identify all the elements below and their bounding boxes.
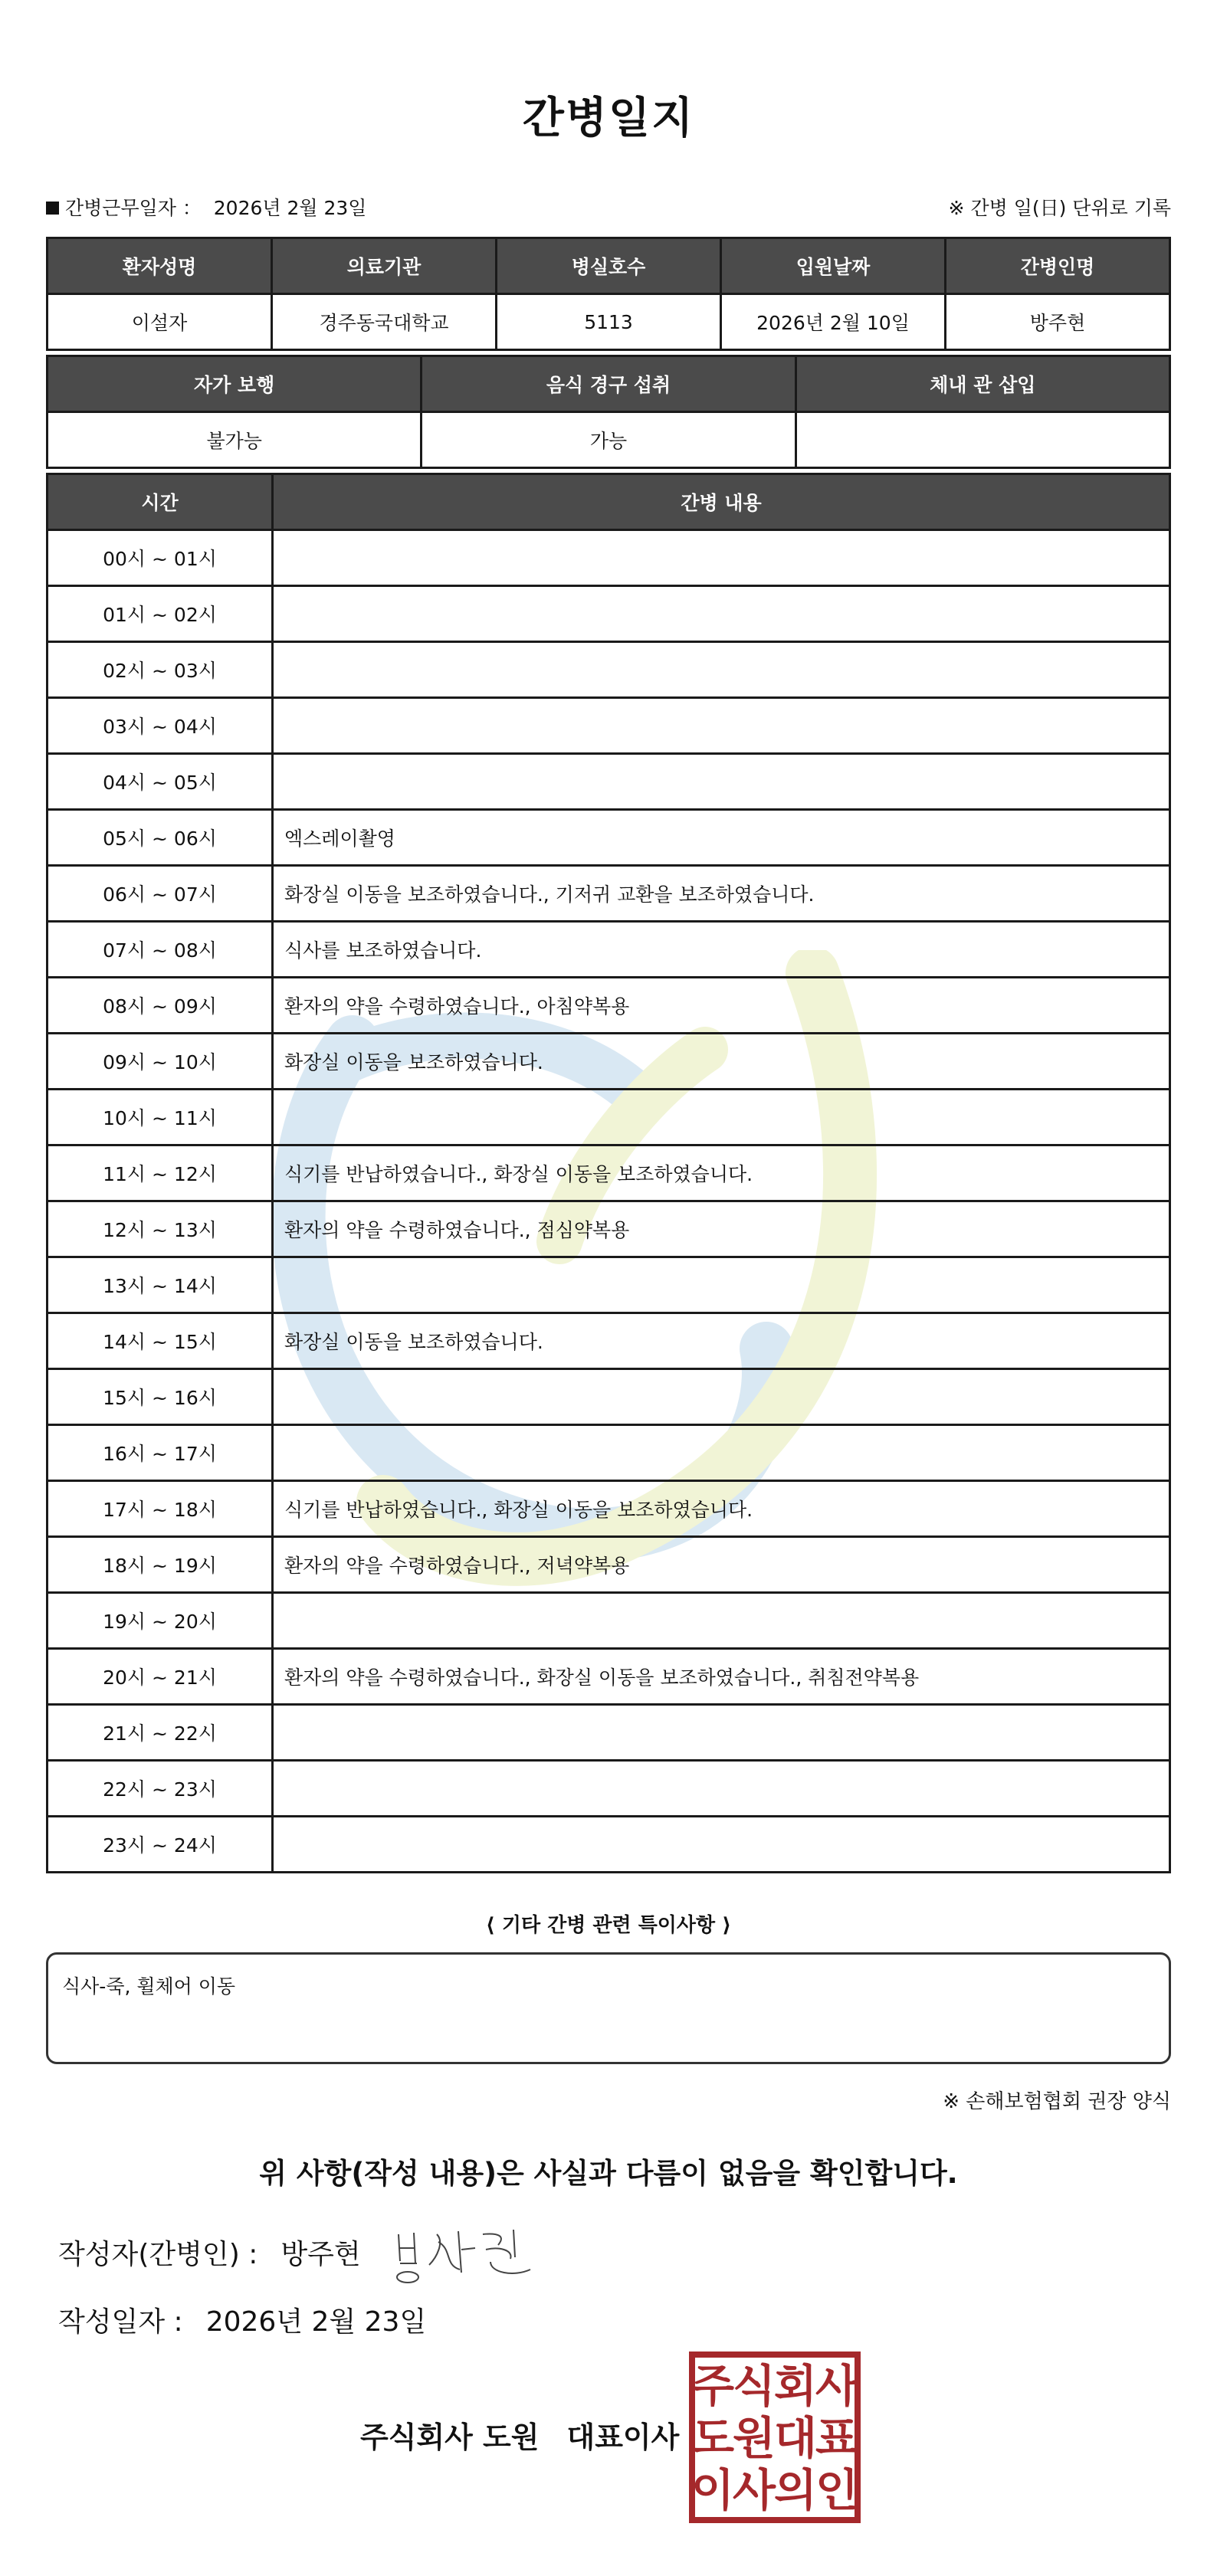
log-row — [48, 530, 1170, 586]
seal-character: 대 — [773, 2412, 818, 2464]
oral-intake: 가능 — [422, 412, 795, 468]
notes-title: ⟨ 기타 간병 관련 특이사항 ⟩ — [485, 1914, 732, 1937]
seal-character: 원 — [732, 2412, 776, 2464]
patient-name: 이설자 — [48, 294, 272, 350]
header-caregiver-name: 간병인명 — [946, 238, 1170, 294]
header-patient-name: 환자성명 — [48, 238, 272, 294]
log-row — [48, 586, 1170, 642]
log-time-cell: 21시 ~ 22시 — [48, 1705, 273, 1761]
work-date-value: 2026년 2월 23일 — [213, 197, 367, 219]
written-date-value: 2026년 2월 23일 — [205, 2306, 427, 2338]
log-time-cell: 15시 ~ 16시 — [48, 1369, 273, 1425]
log-time-cell: 08시 ~ 09시 — [48, 978, 273, 1034]
seal-character: 의 — [773, 2464, 818, 2516]
log-row — [48, 1201, 1170, 1257]
company-representative: 대표이사 — [566, 2420, 680, 2454]
log-row — [48, 1593, 1170, 1649]
log-time-cell: 13시 ~ 14시 — [48, 1257, 273, 1313]
caregiver-name: 방주현 — [946, 294, 1170, 350]
log-content-cell — [273, 1817, 1170, 1873]
log-time-cell: 09시 ~ 10시 — [48, 1034, 273, 1090]
seal-character: 식 — [732, 2360, 776, 2412]
seal-character: 도 — [691, 2412, 735, 2464]
writer-label: 작성자(간병인) : — [58, 2239, 258, 2270]
log-time-cell: 12시 ~ 13시 — [48, 1201, 273, 1257]
log-row — [48, 1369, 1170, 1425]
meta-row — [46, 193, 1171, 224]
log-content-cell: 식기를 반납하였습니다., 화장실 이동을 보조하였습니다. — [273, 1145, 1170, 1201]
self-walking: 불가능 — [48, 412, 422, 468]
tube-insertion — [795, 412, 1169, 468]
document-title: 간병일지 — [522, 93, 695, 143]
seal-character: 사 — [732, 2464, 776, 2516]
writer-line — [58, 2233, 361, 2272]
log-content-cell: 환자의 약을 수령하였습니다., 화장실 이동을 보조하였습니다., 취침전약복용 — [273, 1649, 1170, 1705]
patient-status-table — [46, 355, 1171, 469]
log-content-cell: 환자의 약을 수령하였습니다., 저녁약복용 — [273, 1537, 1170, 1593]
log-content-cell: 엑스레이촬영 — [273, 810, 1170, 866]
log-time-cell: 04시 ~ 05시 — [48, 754, 273, 810]
log-content-cell — [273, 642, 1170, 698]
room-number: 5113 — [497, 294, 721, 350]
log-row — [48, 922, 1170, 978]
confirmation-statement: 위 사항(작성 내용)은 사실과 다름이 없음을 확인합니다. — [259, 2157, 958, 2190]
company-line — [360, 2414, 679, 2456]
header-oral-intake: 음식 경구 섭취 — [422, 356, 795, 412]
log-time-cell: 06시 ~ 07시 — [48, 866, 273, 922]
status-value-row — [48, 412, 1170, 468]
info-value-row — [48, 294, 1170, 350]
log-row — [48, 1034, 1170, 1090]
log-time-cell: 03시 ~ 04시 — [48, 698, 273, 754]
log-content-cell — [273, 1257, 1170, 1313]
log-content-cell — [273, 1090, 1170, 1145]
log-content-cell — [273, 698, 1170, 754]
work-date — [46, 193, 366, 221]
log-content-cell — [273, 1593, 1170, 1649]
patient-info-table — [46, 237, 1171, 351]
log-content-cell — [273, 1705, 1170, 1761]
written-date-line — [58, 2300, 426, 2339]
info-header-row — [48, 238, 1170, 294]
log-row — [48, 1481, 1170, 1537]
log-row — [48, 1313, 1170, 1369]
recommendation-note: ※ 손해보험협회 권장 양식 — [943, 2090, 1171, 2113]
seal-character: 표 — [815, 2412, 859, 2464]
log-row — [48, 810, 1170, 866]
log-row — [48, 698, 1170, 754]
log-row — [48, 978, 1170, 1034]
header-hospital: 의료기관 — [272, 238, 497, 294]
log-time-cell: 23시 ~ 24시 — [48, 1817, 273, 1873]
handwritten-signature — [391, 2219, 536, 2288]
care-log-table — [46, 473, 1171, 1873]
log-row — [48, 1817, 1170, 1873]
log-body — [48, 530, 1170, 1873]
log-row — [48, 866, 1170, 922]
log-time-cell: 22시 ~ 23시 — [48, 1761, 273, 1817]
log-row — [48, 1257, 1170, 1313]
hospital: 경주동국대학교 — [272, 294, 497, 350]
log-time-cell: 10시 ~ 11시 — [48, 1090, 273, 1145]
log-content-cell: 식사를 보조하였습니다. — [273, 922, 1170, 978]
header-self-walking: 자가 보행 — [48, 356, 422, 412]
header-room-number: 병실호수 — [497, 238, 721, 294]
log-content-cell: 식기를 반납하였습니다., 화장실 이동을 보조하였습니다. — [273, 1481, 1170, 1537]
notes-text: 식사-죽, 휠체어 이동 — [62, 1975, 236, 1998]
log-content-cell: 화장실 이동을 보조하였습니다., 기저귀 교환을 보조하였습니다. — [273, 866, 1170, 922]
log-time-cell: 17시 ~ 18시 — [48, 1481, 273, 1537]
written-date-label: 작성일자 : — [58, 2306, 183, 2338]
log-row — [48, 642, 1170, 698]
log-content-cell — [273, 1761, 1170, 1817]
seal-character: 주 — [691, 2360, 735, 2412]
log-row — [48, 1705, 1170, 1761]
log-time-cell: 20시 ~ 21시 — [48, 1649, 273, 1705]
log-time-cell: 18시 ~ 19시 — [48, 1537, 273, 1593]
log-row — [48, 1649, 1170, 1705]
log-time-cell: 01시 ~ 02시 — [48, 586, 273, 642]
header-care-content: 간병 내용 — [273, 474, 1170, 530]
log-content-cell: 환자의 약을 수령하였습니다., 점심약복용 — [273, 1201, 1170, 1257]
header-admission-date: 입원날짜 — [721, 238, 946, 294]
log-row — [48, 1537, 1170, 1593]
company-name: 주식회사 도원 — [360, 2420, 540, 2454]
company-seal-stamp — [688, 2351, 861, 2524]
log-row — [48, 1090, 1170, 1145]
status-header-row — [48, 356, 1170, 412]
log-content-cell — [273, 1425, 1170, 1481]
admission-date: 2026년 2월 10일 — [721, 294, 946, 350]
log-time-cell: 02시 ~ 03시 — [48, 642, 273, 698]
log-content-cell — [273, 1369, 1170, 1425]
log-row — [48, 1145, 1170, 1201]
log-content-cell — [273, 754, 1170, 810]
work-date-label: 간병근무일자 ： — [65, 197, 202, 219]
log-row — [48, 754, 1170, 810]
header-time: 시간 — [48, 474, 273, 530]
log-time-cell: 19시 ~ 20시 — [48, 1593, 273, 1649]
header-tube-insertion: 체내 관 삽입 — [795, 356, 1169, 412]
log-content-cell: 화장실 이동을 보조하였습니다. — [273, 1313, 1170, 1369]
log-time-cell: 11시 ~ 12시 — [48, 1145, 273, 1201]
record-unit-note: ※ 간병 일(日) 단위로 기록 — [948, 197, 1171, 219]
log-content-cell: 환자의 약을 수령하였습니다., 아침약복용 — [273, 978, 1170, 1034]
log-content-cell — [273, 586, 1170, 642]
log-content-cell: 화장실 이동을 보조하였습니다. — [273, 1034, 1170, 1090]
log-time-cell: 05시 ~ 06시 — [48, 810, 273, 866]
notes-box — [46, 1952, 1171, 2064]
log-time-cell: 00시 ~ 01시 — [48, 530, 273, 586]
seal-character: 회 — [773, 2360, 818, 2412]
log-time-cell: 14시 ~ 15시 — [48, 1313, 273, 1369]
seal-character: 인 — [815, 2464, 859, 2516]
seal-character: 사 — [815, 2360, 859, 2412]
log-row — [48, 1425, 1170, 1481]
writer-name: 방주현 — [280, 2239, 361, 2270]
log-header-row — [48, 474, 1170, 530]
log-row — [48, 1761, 1170, 1817]
seal-character: 이 — [691, 2464, 735, 2516]
square-bullet-icon — [46, 202, 59, 215]
log-time-cell: 07시 ~ 08시 — [48, 922, 273, 978]
log-time-cell: 16시 ~ 17시 — [48, 1425, 273, 1481]
log-content-cell — [273, 530, 1170, 586]
